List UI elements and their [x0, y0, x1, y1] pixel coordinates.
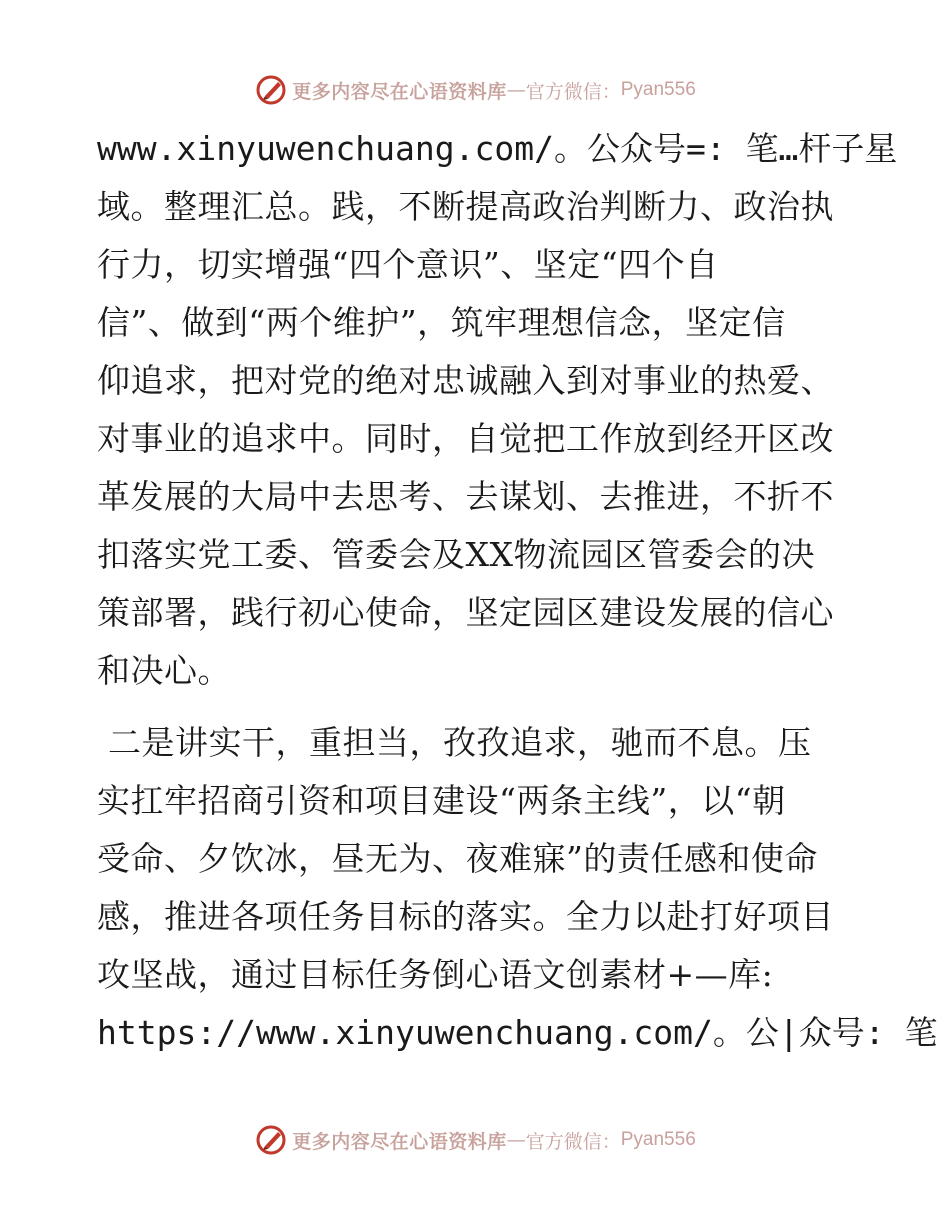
watermark-wechat-id: Pyan556 — [620, 79, 696, 100]
text-line: 仰追求，把对党的绝对忠诚融入到对事业的热爱、 — [97, 361, 834, 400]
text-line: 受命、夕饮冰，昼无为、夜难寐”的责任感和使命 — [97, 839, 818, 878]
pen-logo-icon — [254, 1123, 288, 1157]
text-line: 行力，切实增强“四个意识”、坚定“四个自 — [97, 245, 719, 284]
text-line: 感，推进各项任务目标的落实。全力以赴打好项目 — [97, 897, 834, 936]
text-line: 革发展的大局中去思考、去谋划、去推进，不折不 — [97, 477, 834, 516]
text-line: 域。整理汇总。践，不断提高政治判断力、政治执 — [97, 187, 834, 226]
text-line: 和决心。 — [97, 651, 231, 690]
header-watermark — [0, 70, 950, 110]
paragraph-gap — [97, 700, 857, 714]
text-line: 攻坚战，通过目标任务倒心语文创素材+—库: — [97, 955, 774, 994]
text-line: 策部署，践行初心使命，坚定园区建设发展的信心 — [97, 593, 834, 632]
text-line: 实扛牢招商引资和项目建设“两条主线”，以“朝 — [97, 781, 786, 820]
watermark-wechat-id: Pyan556 — [620, 1129, 696, 1150]
text-line: 信”、做到“两个维护”，筑牢理想信念，坚定信 — [97, 303, 786, 342]
text-line: 二是讲实干，重担当，孜孜追求，驰而不息。压 — [97, 723, 812, 762]
paragraph — [97, 120, 898, 700]
text-line: 对事业的追求中。同时，自觉把工作放到经开区改 — [97, 419, 834, 458]
url-text: www.xinyuwenchuang.com/。公众号=: 笔…杆子星 — [97, 129, 898, 168]
watermark-brand-text: 更多内容尽在心语资料库 — [292, 1130, 507, 1153]
paragraph — [97, 714, 938, 1062]
text-line — [97, 1004, 938, 1062]
text-line — [97, 120, 898, 178]
url-text: https://www.xinyuwenchuang.com/。公|众号: 笔 — [97, 1013, 938, 1052]
footer-watermark — [0, 1120, 950, 1160]
pen-logo-icon — [254, 73, 288, 107]
document-body — [97, 120, 938, 1062]
watermark-wechat-label: 官方微信： — [525, 1130, 621, 1153]
watermark-brand-text: 更多内容尽在心语资料库 — [292, 80, 507, 103]
watermark-wechat-label: 官方微信： — [525, 80, 621, 103]
text-line: 扣落实党工委、管委会及XX物流园区管委会的决 — [97, 535, 815, 574]
watermark-separator: — — [506, 1129, 526, 1151]
watermark-separator: — — [506, 79, 526, 101]
